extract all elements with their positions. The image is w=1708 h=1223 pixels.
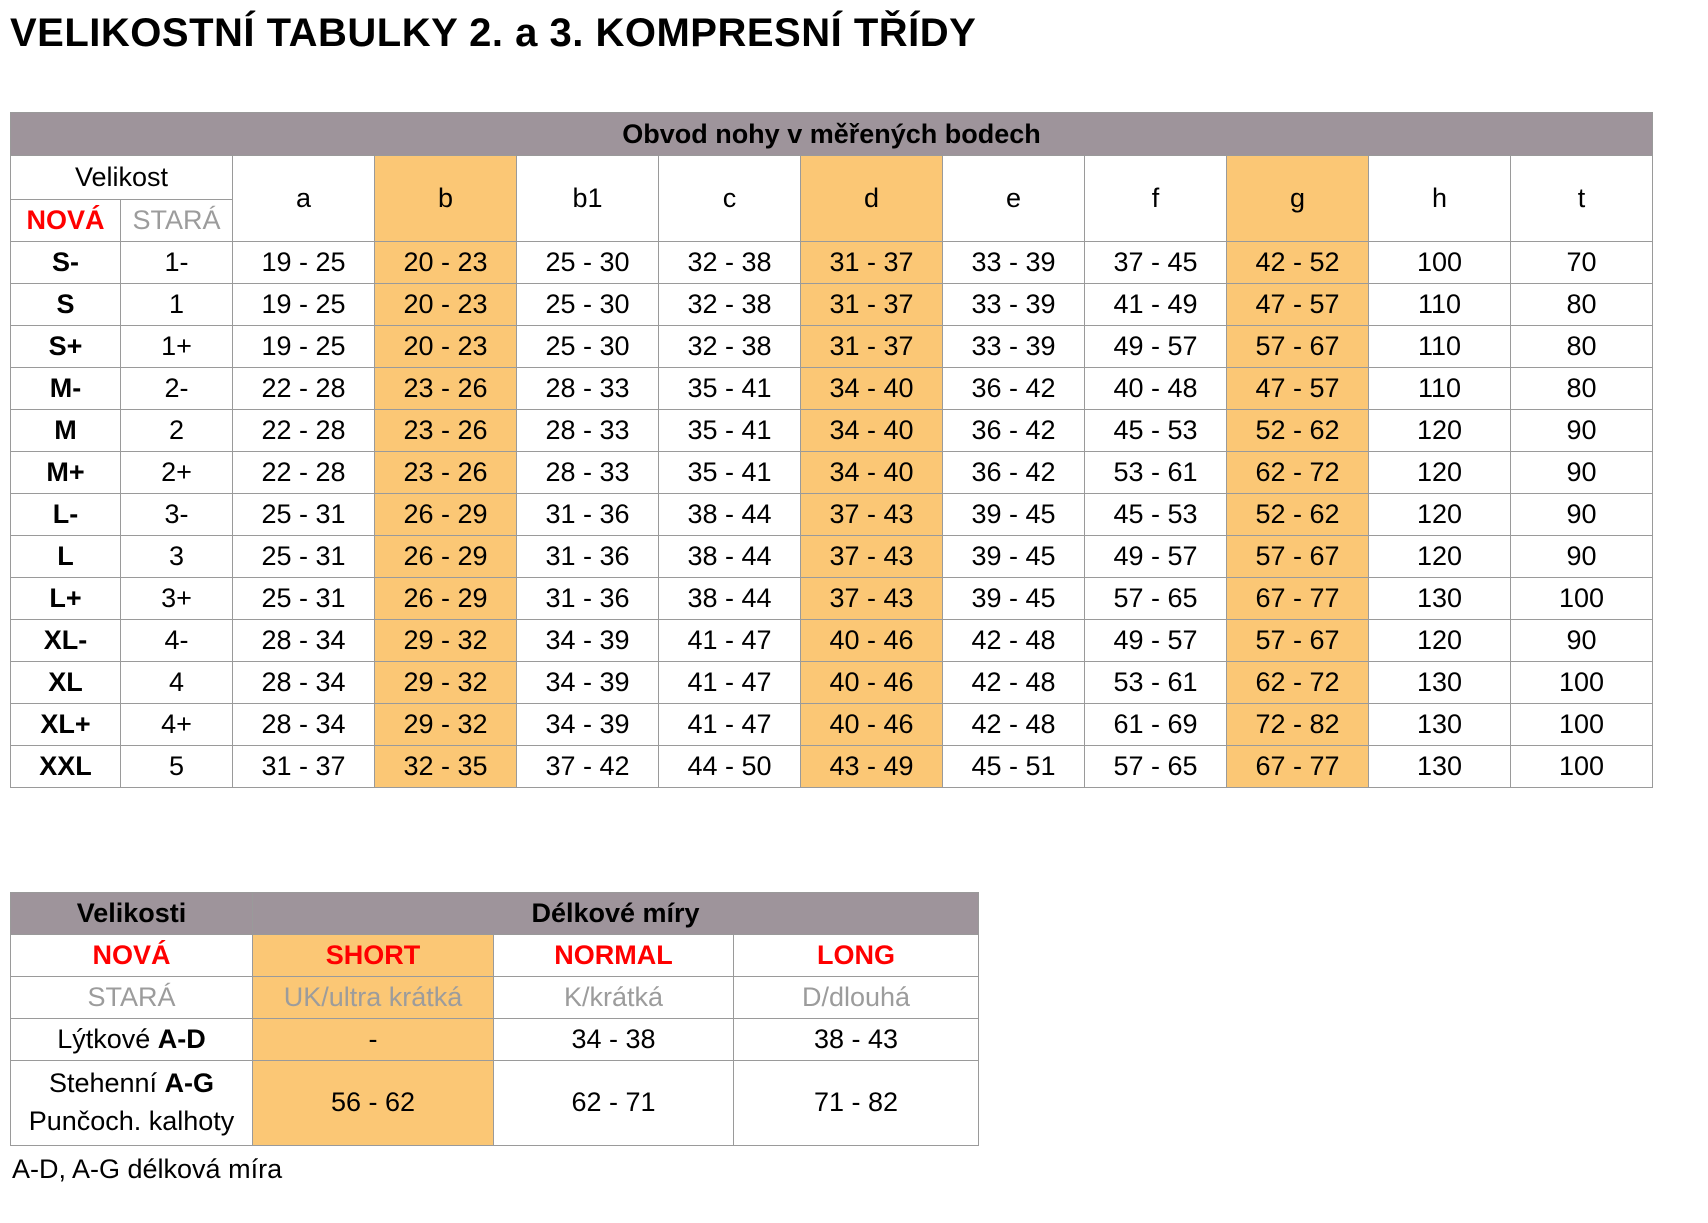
col-header-h: h [1369,156,1511,242]
col-header-e: e [943,156,1085,242]
table-cell: 37 - 43 [801,578,943,620]
table-cell: 35 - 41 [659,368,801,410]
table-cell: 28 - 33 [517,452,659,494]
table-cell: 80 [1511,284,1653,326]
thigh-short-cell: 56 - 62 [253,1061,494,1146]
table-cell: 25 - 30 [517,242,659,284]
table-cell: 25 - 31 [233,494,375,536]
table-cell: 70 [1511,242,1653,284]
band-title: Obvod nohy v měřených bodech [11,113,1653,156]
table-cell: 62 - 72 [1227,452,1369,494]
size-header-label: Velikost [11,156,233,200]
old-normal-cell: K/krátká [494,977,734,1019]
table-cell: 130 [1369,578,1511,620]
calf-row [11,1019,979,1061]
table-cell: 19 - 25 [233,326,375,368]
table-cell: 1- [121,242,233,284]
table-cell: 90 [1511,620,1653,662]
table-row [11,746,1653,788]
table-row [11,578,1653,620]
table-row [11,410,1653,452]
table-cell: 2- [121,368,233,410]
table-cell: 37 - 43 [801,494,943,536]
table-cell: 110 [1369,368,1511,410]
table-cell: 19 - 25 [233,284,375,326]
size-table [10,112,1653,788]
table-cell: 110 [1369,284,1511,326]
table-cell: 3+ [121,578,233,620]
table-cell: 22 - 28 [233,410,375,452]
page-title: VELIKOSTNÍ TABULKY 2. a 3. KOMPRESNÍ TŘÍDY [10,11,977,55]
table-cell: 57 - 67 [1227,326,1369,368]
table-cell: 130 [1369,746,1511,788]
length-new-row [11,935,979,977]
table-row [11,494,1653,536]
table-cell: 33 - 39 [943,284,1085,326]
table-cell: 32 - 38 [659,242,801,284]
table-cell: 31 - 36 [517,536,659,578]
thigh-label-line1-bold: A-G [164,1068,215,1099]
table-cell: 90 [1511,494,1653,536]
table-cell: 38 - 44 [659,536,801,578]
table-cell: 52 - 62 [1227,410,1369,452]
table-row [11,242,1653,284]
table-cell: 42 - 48 [943,704,1085,746]
length-table [10,892,979,1146]
table-cell: 37 - 43 [801,536,943,578]
calf-normal-cell: 34 - 38 [494,1019,734,1061]
table-cell: 35 - 41 [659,410,801,452]
table-cell: 38 - 44 [659,494,801,536]
col-header-d: d [801,156,943,242]
thigh-normal-cell: 62 - 71 [494,1061,734,1146]
col-header-b1: b1 [517,156,659,242]
table-cell: 41 - 47 [659,662,801,704]
table-cell: 62 - 72 [1227,662,1369,704]
old-label-cell: STARÁ [11,977,253,1019]
table-cell: 26 - 29 [375,494,517,536]
table-cell: 32 - 38 [659,326,801,368]
thigh-label-line1: Stehenní [48,1068,165,1099]
table-cell: 31 - 37 [801,284,943,326]
table-cell: 72 - 82 [1227,704,1369,746]
table-cell: 57 - 65 [1085,578,1227,620]
table-cell: 4+ [121,704,233,746]
table-cell: 120 [1369,452,1511,494]
table-cell: 100 [1511,662,1653,704]
table-cell: 35 - 41 [659,452,801,494]
table-cell: 90 [1511,452,1653,494]
calf-short-cell: - [253,1019,494,1061]
table-cell: 45 - 51 [943,746,1085,788]
table-cell: 28 - 33 [517,368,659,410]
table-cell: 2 [121,410,233,452]
thigh-label-line2: Punčoch. kalhoty [28,1106,235,1136]
table-cell: 41 - 49 [1085,284,1227,326]
short-label-cell: SHORT [253,935,494,977]
table-cell: 45 - 53 [1085,410,1227,452]
table-cell: 38 - 44 [659,578,801,620]
table-row [11,452,1653,494]
table-row [11,536,1653,578]
calf-label: Lýtkové [57,1024,158,1054]
table-cell: 100 [1511,704,1653,746]
table-cell: 130 [1369,704,1511,746]
col-header-t: t [1511,156,1653,242]
table-cell: 42 - 48 [943,662,1085,704]
table-cell: 34 - 40 [801,452,943,494]
table-cell: 80 [1511,326,1653,368]
table-cell: 28 - 34 [233,662,375,704]
table-cell: 31 - 37 [801,326,943,368]
table-cell: 26 - 29 [375,578,517,620]
table-cell: 29 - 32 [375,620,517,662]
table-row [11,662,1653,704]
table-cell: 3 [121,536,233,578]
table-cell: 49 - 57 [1085,536,1227,578]
table-cell: 40 - 46 [801,662,943,704]
size-new-cell: M [11,410,121,452]
new-label-cell: NOVÁ [11,935,253,977]
table-cell: 19 - 25 [233,242,375,284]
band-row [11,113,1653,156]
table-cell: 39 - 45 [943,536,1085,578]
table-cell: 57 - 65 [1085,746,1227,788]
table-cell: 29 - 32 [375,662,517,704]
table-row [11,704,1653,746]
table-cell: 23 - 26 [375,410,517,452]
size-new-cell: L- [11,494,121,536]
footnote: A-D, A-G délková míra [12,1154,283,1184]
table-cell: 49 - 57 [1085,326,1227,368]
table-cell: 120 [1369,536,1511,578]
length-header-right: Délkové míry [253,893,979,935]
table-cell: 100 [1511,746,1653,788]
table-cell: 43 - 49 [801,746,943,788]
length-header-left: Velikosti [11,893,253,935]
size-new-cell: L [11,536,121,578]
table-cell: 36 - 42 [943,368,1085,410]
size-new-cell: S [11,284,121,326]
table-cell: 40 - 48 [1085,368,1227,410]
table-cell: 28 - 34 [233,704,375,746]
table-cell: 100 [1369,242,1511,284]
table-cell: 61 - 69 [1085,704,1227,746]
table-cell: 20 - 23 [375,284,517,326]
old-long-cell: D/dlouhá [734,977,979,1019]
size-new-cell: L+ [11,578,121,620]
table-cell: 39 - 45 [943,578,1085,620]
length-band-row [11,893,979,935]
new-size-label: NOVÁ [11,200,121,242]
table-cell: 34 - 39 [517,704,659,746]
table-cell: 36 - 42 [943,410,1085,452]
table-cell: 32 - 35 [375,746,517,788]
table-cell: 20 - 23 [375,326,517,368]
table-row [11,620,1653,662]
table-cell: 25 - 31 [233,536,375,578]
thigh-label-cell [11,1061,253,1146]
header-row [11,156,1653,200]
table-cell: 31 - 36 [517,494,659,536]
calf-long-cell: 38 - 43 [734,1019,979,1061]
table-cell: 37 - 42 [517,746,659,788]
table-cell: 67 - 77 [1227,578,1369,620]
table-cell: 90 [1511,410,1653,452]
table-cell: 28 - 33 [517,410,659,452]
table-cell: 49 - 57 [1085,620,1227,662]
col-header-f: f [1085,156,1227,242]
table-cell: 29 - 32 [375,704,517,746]
table-row [11,326,1653,368]
table-cell: 25 - 30 [517,326,659,368]
thigh-row [11,1061,979,1146]
table-cell: 120 [1369,410,1511,452]
table-cell: 5 [121,746,233,788]
size-table-body [11,242,1653,788]
table-cell: 28 - 34 [233,620,375,662]
table-cell: 22 - 28 [233,452,375,494]
table-row [11,368,1653,410]
table-cell: 4 [121,662,233,704]
table-cell: 33 - 39 [943,242,1085,284]
table-cell: 40 - 46 [801,620,943,662]
table-cell: 23 - 26 [375,452,517,494]
length-old-row [11,977,979,1019]
col-header-b: b [375,156,517,242]
table-row [11,284,1653,326]
col-header-a: a [233,156,375,242]
size-new-cell: XL [11,662,121,704]
table-cell: 47 - 57 [1227,368,1369,410]
table-cell: 31 - 36 [517,578,659,620]
table-cell: 100 [1511,578,1653,620]
table-cell: 47 - 57 [1227,284,1369,326]
table-cell: 90 [1511,536,1653,578]
table-cell: 45 - 53 [1085,494,1227,536]
old-short-cell: UK/ultra krátká [253,977,494,1019]
table-cell: 41 - 47 [659,704,801,746]
table-cell: 34 - 39 [517,620,659,662]
normal-label-cell: NORMAL [494,935,734,977]
table-cell: 57 - 67 [1227,536,1369,578]
table-cell: 120 [1369,620,1511,662]
table-cell: 25 - 30 [517,284,659,326]
table-cell: 53 - 61 [1085,662,1227,704]
table-cell: 33 - 39 [943,326,1085,368]
table-cell: 4- [121,620,233,662]
table-cell: 41 - 47 [659,620,801,662]
size-new-cell: XXL [11,746,121,788]
table-cell: 23 - 26 [375,368,517,410]
size-new-cell: S+ [11,326,121,368]
table-cell: 44 - 50 [659,746,801,788]
table-cell: 32 - 38 [659,284,801,326]
table-cell: 53 - 61 [1085,452,1227,494]
thigh-long-cell: 71 - 82 [734,1061,979,1146]
col-header-c: c [659,156,801,242]
table-cell: 31 - 37 [233,746,375,788]
table-cell: 1 [121,284,233,326]
table-cell: 40 - 46 [801,704,943,746]
table-cell: 2+ [121,452,233,494]
table-cell: 34 - 39 [517,662,659,704]
size-new-cell: M- [11,368,121,410]
table-cell: 20 - 23 [375,242,517,284]
table-cell: 34 - 40 [801,410,943,452]
size-new-cell: XL+ [11,704,121,746]
calf-label-bold: A-D [157,1024,206,1054]
table-cell: 37 - 45 [1085,242,1227,284]
table-cell: 130 [1369,662,1511,704]
table-cell: 25 - 31 [233,578,375,620]
table-cell: 31 - 37 [801,242,943,284]
col-header-g: g [1227,156,1369,242]
old-size-label: STARÁ [121,200,233,242]
table-cell: 3- [121,494,233,536]
table-cell: 80 [1511,368,1653,410]
table-cell: 22 - 28 [233,368,375,410]
table-cell: 42 - 52 [1227,242,1369,284]
long-label-cell: LONG [734,935,979,977]
calf-label-cell [11,1019,253,1061]
table-cell: 57 - 67 [1227,620,1369,662]
size-new-cell: XL- [11,620,121,662]
size-new-cell: M+ [11,452,121,494]
table-cell: 26 - 29 [375,536,517,578]
table-cell: 36 - 42 [943,452,1085,494]
table-cell: 110 [1369,326,1511,368]
table-cell: 39 - 45 [943,494,1085,536]
table-cell: 67 - 77 [1227,746,1369,788]
table-cell: 1+ [121,326,233,368]
table-cell: 52 - 62 [1227,494,1369,536]
table-cell: 120 [1369,494,1511,536]
table-cell: 42 - 48 [943,620,1085,662]
size-new-cell: S- [11,242,121,284]
table-cell: 34 - 40 [801,368,943,410]
